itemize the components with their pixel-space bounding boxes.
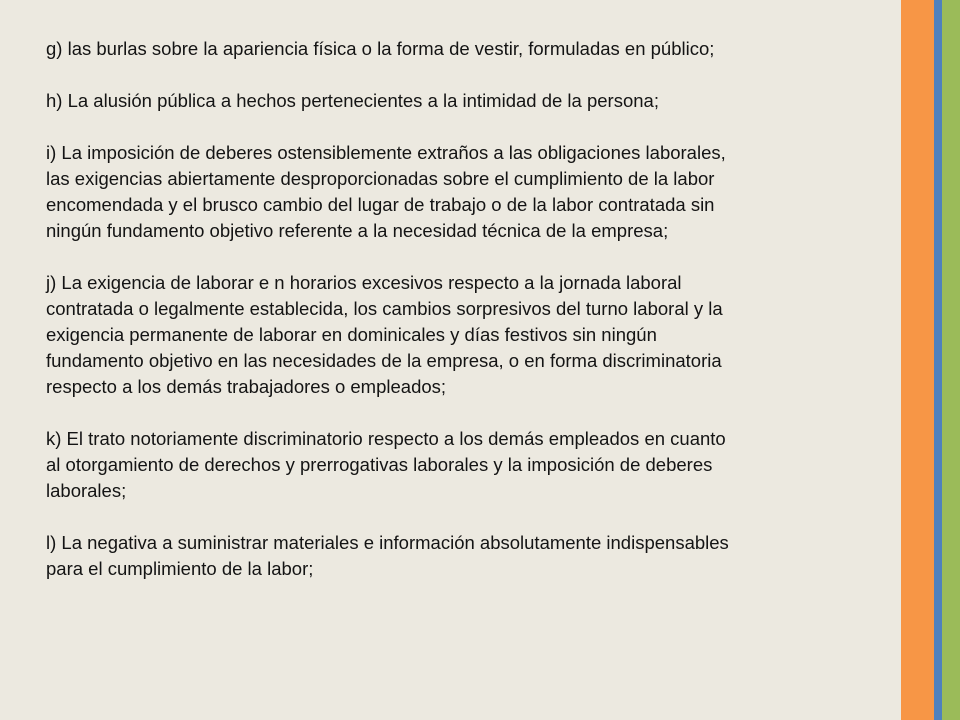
paragraph-item-i: i) La imposición de deberes ostensiblemente extraños a las obligaciones laborales, las exigencias abiertamente desproporcionadas sobre el cumplimiento de la labor encomendada y el brusco cambio del lugar de trabajo o de la labor contratada sin ningún fundamento objetivo referente a la necesidad técnica de la empresa;: [46, 142, 726, 241]
paragraph-item-g: g) las burlas sobre la apariencia física o la forma de vestir, formuladas en público;: [46, 38, 715, 59]
decorative-stripe-green: [942, 0, 960, 720]
decorative-stripe-orange: [901, 0, 934, 720]
paragraph-item-k: k) El trato notoriamente discriminatorio respecto a los demás empleados en cuanto al otorgamiento de derechos y prerrogativas laborales y la imposición de deberes laborales;: [46, 428, 726, 501]
slide-text-body: [46, 36, 896, 608]
paragraph-item-j: j) La exigencia de laborar e n horarios excesivos respecto a la jornada laboral contratada o legalmente establecida, los cambios sorpresivos del turno laboral y la exigencia permanente de laborar en dominicales y días festivos sin ningún fundamento objetivo en las necesidades de la empresa, o en forma discriminatoria respecto a los demás trabajadores o empleados;: [46, 272, 723, 397]
paragraph-item-l: l) La negativa a suministrar materiales e información absolutamente indispensables para el cumplimiento de la labor;: [46, 532, 729, 579]
paragraph-item-h: h) La alusión pública a hechos pertenecientes a la intimidad de la persona;: [46, 90, 659, 111]
decorative-stripe-blue: [934, 0, 942, 720]
